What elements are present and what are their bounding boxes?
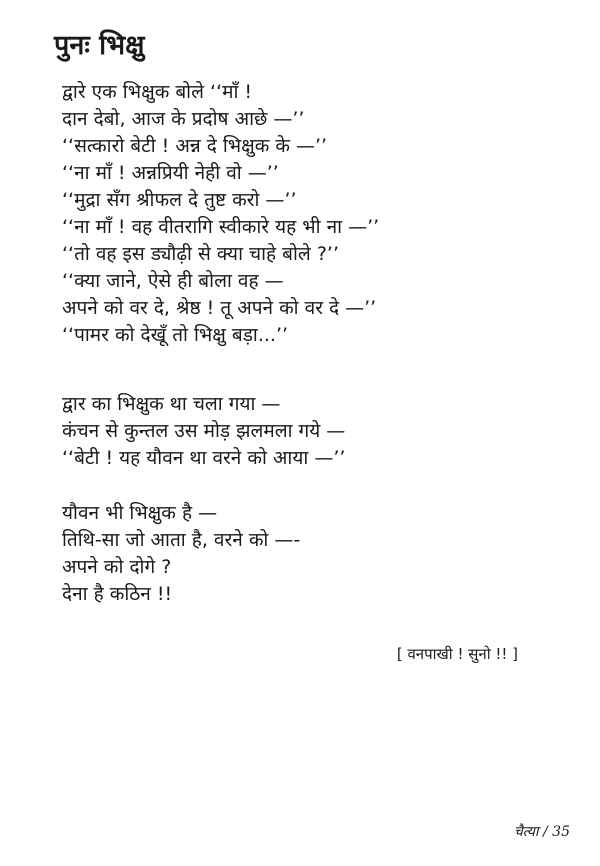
page-footer: चैत्या / 35 bbox=[513, 824, 570, 840]
poem-line: द्वारे एक भिक्षुक बोले ‘‘माँ ! bbox=[62, 81, 253, 103]
poem-line: देना है कठिन !! bbox=[62, 583, 173, 605]
poem-line: कंचन से कुन्तल उस मोड़ झलमला गये — bbox=[62, 420, 346, 442]
poem-line: द्वार का भिक्षुक था चला गया — bbox=[62, 393, 281, 415]
poem-line: तिथि-सा जो आता है, वरने को —- bbox=[62, 529, 301, 551]
poem-line: ‘‘सत्कारो बेटी ! अन्न दे भिक्षुक के —’’ bbox=[62, 135, 328, 157]
poem-line: ‘‘तो वह इस ड्यौढ़ी से क्या चाहे बोले ?’’ bbox=[62, 243, 340, 265]
poem-stanza-1 bbox=[62, 79, 379, 349]
poem-line: ‘‘मुद्रा सँग श्रीफल दे तुष्ट करो —’’ bbox=[62, 189, 297, 211]
poem-line: ‘‘क्या जाने, ऐसे ही बोला वह — bbox=[62, 270, 284, 292]
poem-stanza-2 bbox=[62, 391, 345, 472]
poem-line: अपने को वर दे, श्रेष्ठ ! तू अपने को वर दे —’’ bbox=[62, 297, 377, 319]
poem-line: अपने को दोगे ? bbox=[62, 556, 172, 578]
poem-title: पुनः भिक्षु bbox=[54, 30, 145, 62]
poem-line: ‘‘ना माँ ! अन्नप्रियी नेही वो —’’ bbox=[62, 162, 279, 184]
poem-line: ‘‘बेटी ! यह यौवन था वरने को आया —’’ bbox=[62, 447, 346, 469]
poem-stanza-3 bbox=[62, 500, 300, 608]
poem-line: ‘‘पामर को देखूँ तो भिक्षु बड़ा...’’ bbox=[62, 324, 289, 346]
poem-line: ‘‘ना माँ ! वह वीतरागि स्वीकारे यह भी ना —’’ bbox=[62, 216, 380, 238]
poem-line: यौवन भी भिक्षुक है — bbox=[62, 502, 218, 524]
poem-line: दान देबो, आज के प्रदोष आछे —’’ bbox=[62, 108, 305, 130]
poem-signoff: [ वनपाखी ! सुनो !! ] bbox=[396, 645, 518, 663]
